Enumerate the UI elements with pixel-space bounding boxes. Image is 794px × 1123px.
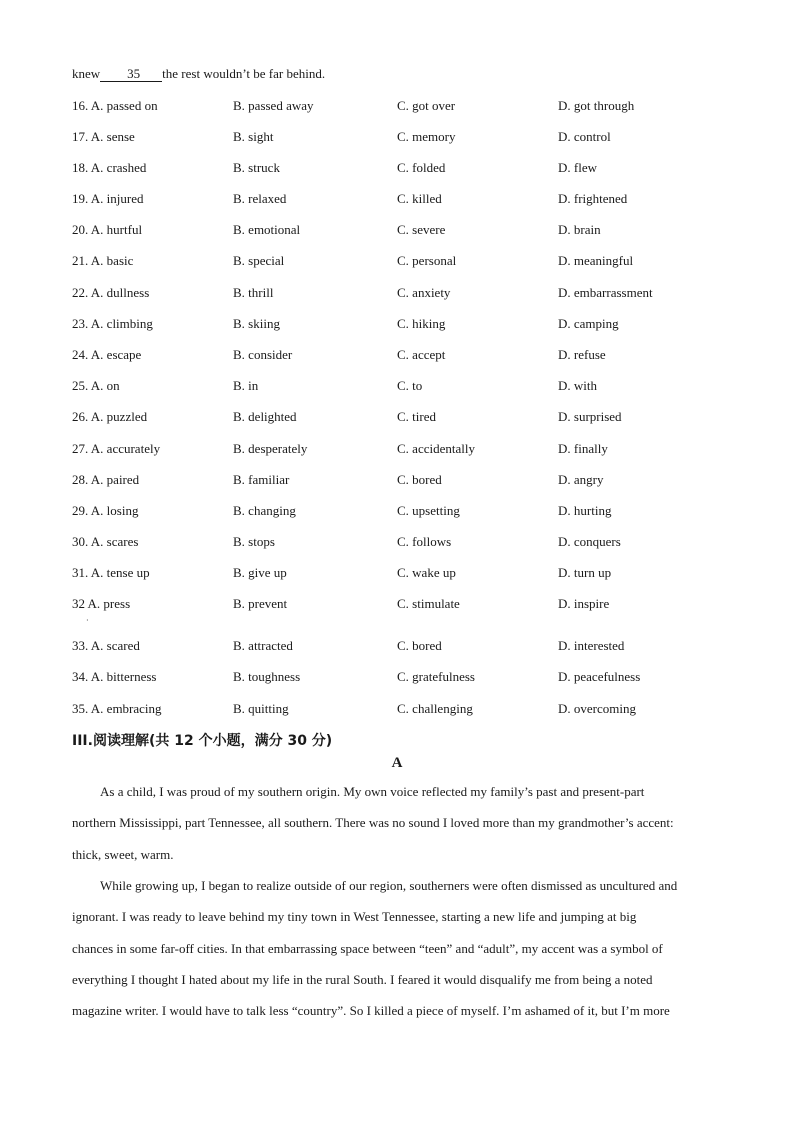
question-row bbox=[72, 472, 752, 492]
paragraph-2-line: magazine writer. I would have to talk less “country”. So I killed a piece of myself. I’m ashamed of it, but I’m more bbox=[72, 1003, 670, 1019]
intro-after: the rest wouldn’t be far behind. bbox=[162, 66, 326, 81]
passage-label: A bbox=[391, 755, 403, 771]
paragraph-1-line: northern Mississippi, part Tennessee, all southern. There was no sound I loved more than my grandmother’s accent: bbox=[72, 815, 674, 831]
option-a: 16. A. passed on bbox=[72, 98, 158, 113]
option-d: D. conquers bbox=[558, 534, 621, 549]
question-row bbox=[72, 191, 752, 211]
option-c: C. anxiety bbox=[397, 285, 451, 300]
intro-before: knew bbox=[72, 66, 101, 81]
option-b: B. relaxed bbox=[233, 191, 287, 206]
option-c: C. to bbox=[397, 378, 423, 393]
question-row bbox=[72, 701, 752, 721]
question-row bbox=[72, 596, 752, 616]
option-c: C. killed bbox=[397, 191, 442, 206]
option-a: 17. A. sense bbox=[72, 129, 135, 144]
option-c: C. severe bbox=[397, 222, 446, 237]
option-c: C. accept bbox=[397, 347, 446, 362]
option-d: D. interested bbox=[558, 638, 625, 653]
paragraph-2-line: ignorant. I was ready to leave behind my tiny town in West Tennessee, starting a new life and jumping at big bbox=[72, 909, 637, 925]
option-c: C. challenging bbox=[397, 701, 473, 716]
question-row bbox=[72, 503, 752, 523]
option-a: 21. A. basic bbox=[72, 253, 134, 268]
intro-line bbox=[72, 66, 325, 82]
option-b: B. familiar bbox=[233, 472, 290, 487]
option-c: C. tired bbox=[397, 409, 436, 424]
question-row bbox=[72, 222, 752, 242]
paragraph-2-line: While growing up, I began to realize outside of our region, southerners were often dismissed as uncultured and bbox=[100, 878, 678, 893]
question-row bbox=[72, 565, 752, 585]
question-row bbox=[72, 253, 752, 273]
option-d: D. inspire bbox=[558, 596, 610, 611]
option-d: D. peacefulness bbox=[558, 669, 641, 684]
option-c: C. folded bbox=[397, 160, 446, 175]
option-b: B. in bbox=[233, 378, 259, 393]
option-b: B. skiing bbox=[233, 316, 280, 331]
option-a: 35. A. embracing bbox=[72, 701, 162, 716]
option-b: B. special bbox=[233, 253, 285, 268]
option-d: D. flew bbox=[558, 160, 597, 175]
option-a: 33. A. scared bbox=[72, 638, 140, 653]
option-a: 31. A. tense up bbox=[72, 565, 150, 580]
option-d: D. embarrassment bbox=[558, 285, 653, 300]
option-c: C. hiking bbox=[397, 316, 446, 331]
option-a: 25. A. on bbox=[72, 378, 120, 393]
option-a: 24. A. escape bbox=[72, 347, 142, 362]
option-b: B. toughness bbox=[233, 669, 301, 684]
option-a: 18. A. crashed bbox=[72, 160, 147, 175]
option-c: C. gratefulness bbox=[397, 669, 475, 684]
option-c: C. wake up bbox=[397, 565, 456, 580]
option-a: 29. A. losing bbox=[72, 503, 139, 518]
option-b: B. passed away bbox=[233, 98, 314, 113]
option-b: B. desperately bbox=[233, 441, 308, 456]
question-row bbox=[72, 441, 752, 461]
option-c: C. upsetting bbox=[397, 503, 460, 518]
paragraph-2-line: everything I thought I hated about my life in the rural South. I feared it would disqualify me from being a noted bbox=[72, 971, 653, 987]
option-d: D. got through bbox=[558, 98, 635, 113]
option-b: B. sight bbox=[233, 129, 274, 144]
question-row bbox=[72, 316, 752, 336]
option-c: C. follows bbox=[397, 534, 452, 549]
option-c: C. stimulate bbox=[397, 596, 460, 611]
question-row bbox=[72, 638, 752, 658]
question-row bbox=[72, 347, 752, 367]
option-a: 26. A. puzzled bbox=[72, 409, 148, 424]
option-a: 19. A. injured bbox=[72, 191, 144, 206]
option-d: D. turn up bbox=[558, 565, 612, 580]
option-a: 30. A. scares bbox=[72, 534, 139, 549]
question-row bbox=[72, 129, 752, 149]
option-d: D. camping bbox=[558, 316, 619, 331]
option-d: D. meaningful bbox=[558, 253, 634, 268]
option-d: D. hurting bbox=[558, 503, 612, 518]
paragraph-2 bbox=[72, 870, 722, 1026]
question-row bbox=[72, 98, 752, 118]
blank-35: 35 bbox=[100, 67, 162, 82]
option-b: B. changing bbox=[233, 503, 296, 518]
option-a: 22. A. dullness bbox=[72, 285, 150, 300]
paragraph-1-line: thick, sweet, warm. bbox=[72, 846, 174, 862]
option-c: C. memory bbox=[397, 129, 456, 144]
option-a: 34. A. bitterness bbox=[72, 669, 157, 684]
option-c: C. accidentally bbox=[397, 441, 475, 456]
question-row bbox=[72, 669, 752, 689]
option-b: B. thrill bbox=[233, 285, 274, 300]
option-d: D. refuse bbox=[558, 347, 606, 362]
paragraph-1-line: As a child, I was proud of my southern origin. My own voice reflected my family’s past and present-part bbox=[100, 784, 645, 799]
option-b: B. quitting bbox=[233, 701, 289, 716]
stray-mark: · bbox=[86, 616, 89, 625]
question-row bbox=[72, 285, 752, 305]
option-b: B. attracted bbox=[233, 638, 293, 653]
question-row bbox=[72, 409, 752, 429]
option-d: D. surprised bbox=[558, 409, 622, 424]
option-d: D. finally bbox=[558, 441, 608, 456]
option-d: D. with bbox=[558, 378, 597, 393]
option-d: D. overcoming bbox=[558, 701, 636, 716]
option-d: D. control bbox=[558, 129, 611, 144]
option-c: C. personal bbox=[397, 253, 457, 268]
option-a: 23. A. climbing bbox=[72, 316, 153, 331]
paragraph-2-line: chances in some far-off cities. In that embarrassing space between “teen” and “adult”, my accent was a symbol of bbox=[72, 940, 663, 956]
option-d: D. brain bbox=[558, 222, 601, 237]
option-b: B. emotional bbox=[233, 222, 301, 237]
question-row bbox=[72, 160, 752, 180]
option-d: D. frightened bbox=[558, 191, 628, 206]
option-a: 28. A. paired bbox=[72, 472, 140, 487]
option-a: 27. A. accurately bbox=[72, 441, 161, 456]
option-b: B. delighted bbox=[233, 409, 297, 424]
option-b: B. struck bbox=[233, 160, 280, 175]
option-c: C. bored bbox=[397, 472, 442, 487]
option-c: C. bored bbox=[397, 638, 442, 653]
option-b: B. consider bbox=[233, 347, 293, 362]
question-row bbox=[72, 534, 752, 554]
section-title: III.阅读理解(共 12 个小题，满分 30 分) bbox=[72, 733, 333, 749]
option-a: 20. A. hurtful bbox=[72, 222, 143, 237]
option-a: 32 A. press bbox=[72, 596, 131, 611]
option-c: C. got over bbox=[397, 98, 456, 113]
option-b: B. give up bbox=[233, 565, 287, 580]
option-b: B. stops bbox=[233, 534, 275, 549]
option-d: D. angry bbox=[558, 472, 604, 487]
question-row bbox=[72, 378, 752, 398]
paragraph-1 bbox=[72, 776, 722, 870]
option-b: B. prevent bbox=[233, 596, 288, 611]
